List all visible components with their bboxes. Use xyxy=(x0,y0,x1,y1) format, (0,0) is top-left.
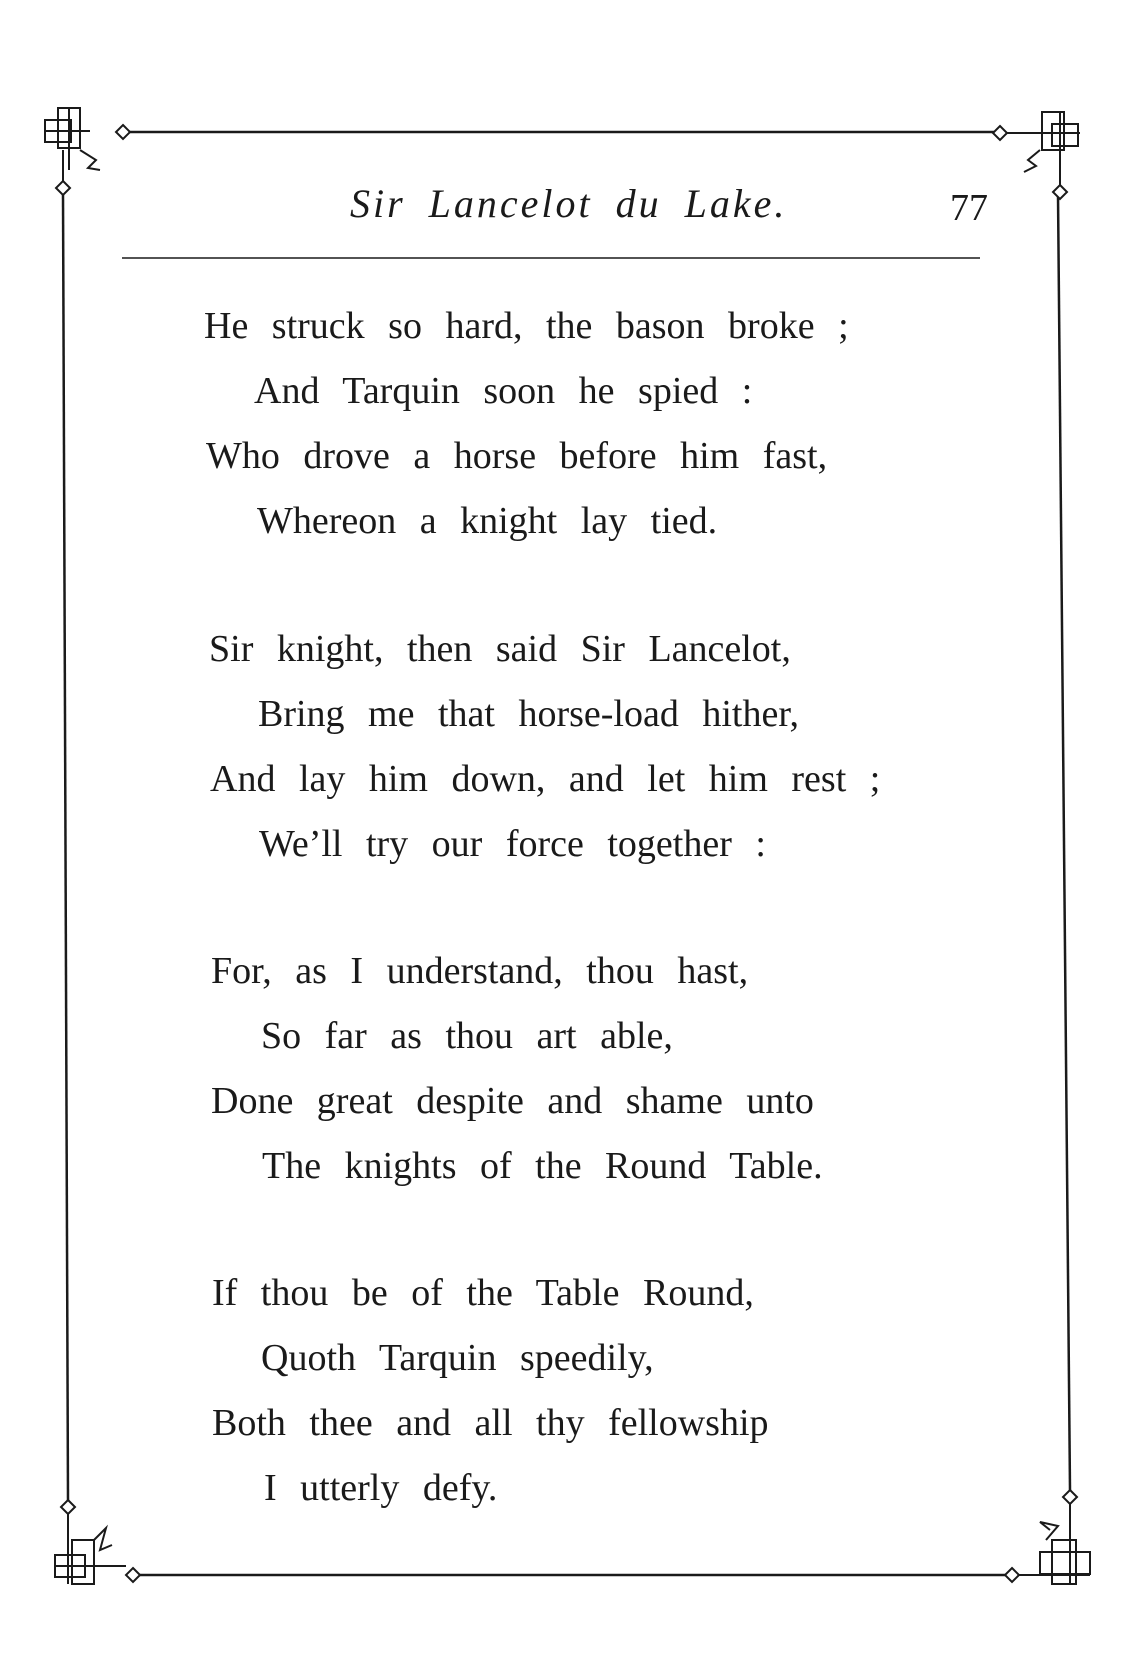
page-number: 77 xyxy=(950,187,988,229)
verse-line: Who drove a horse before him fast, xyxy=(206,435,828,477)
verse-line: He struck so hard, the bason broke ; xyxy=(204,305,849,347)
verse-line: And lay him down, and let him rest ; xyxy=(210,758,881,800)
verse-line: Both thee and all thy fellowship xyxy=(212,1402,769,1444)
verse-line: If thou be of the Table Round, xyxy=(212,1272,754,1314)
verse-line: I utterly defy. xyxy=(264,1467,498,1509)
running-title: Sir Lancelot du Lake. xyxy=(350,181,788,226)
verse-line: Done great despite and shame unto xyxy=(211,1080,814,1122)
verse-line: For, as I understand, thou hast, xyxy=(211,950,749,992)
verse-line: Quoth Tarquin speedily, xyxy=(261,1337,654,1379)
verse-line: Whereon a knight lay tied. xyxy=(257,500,718,542)
verse-line: And Tarquin soon he spied : xyxy=(254,370,753,412)
verse-line: Sir knight, then said Sir Lancelot, xyxy=(209,628,791,670)
verse-line: The knights of the Round Table. xyxy=(262,1145,823,1187)
verse-line: Bring me that horse-load hither, xyxy=(258,693,799,735)
verse-line: We’ll try our force together : xyxy=(259,823,766,865)
verse-line: So far as thou art able, xyxy=(261,1015,673,1057)
